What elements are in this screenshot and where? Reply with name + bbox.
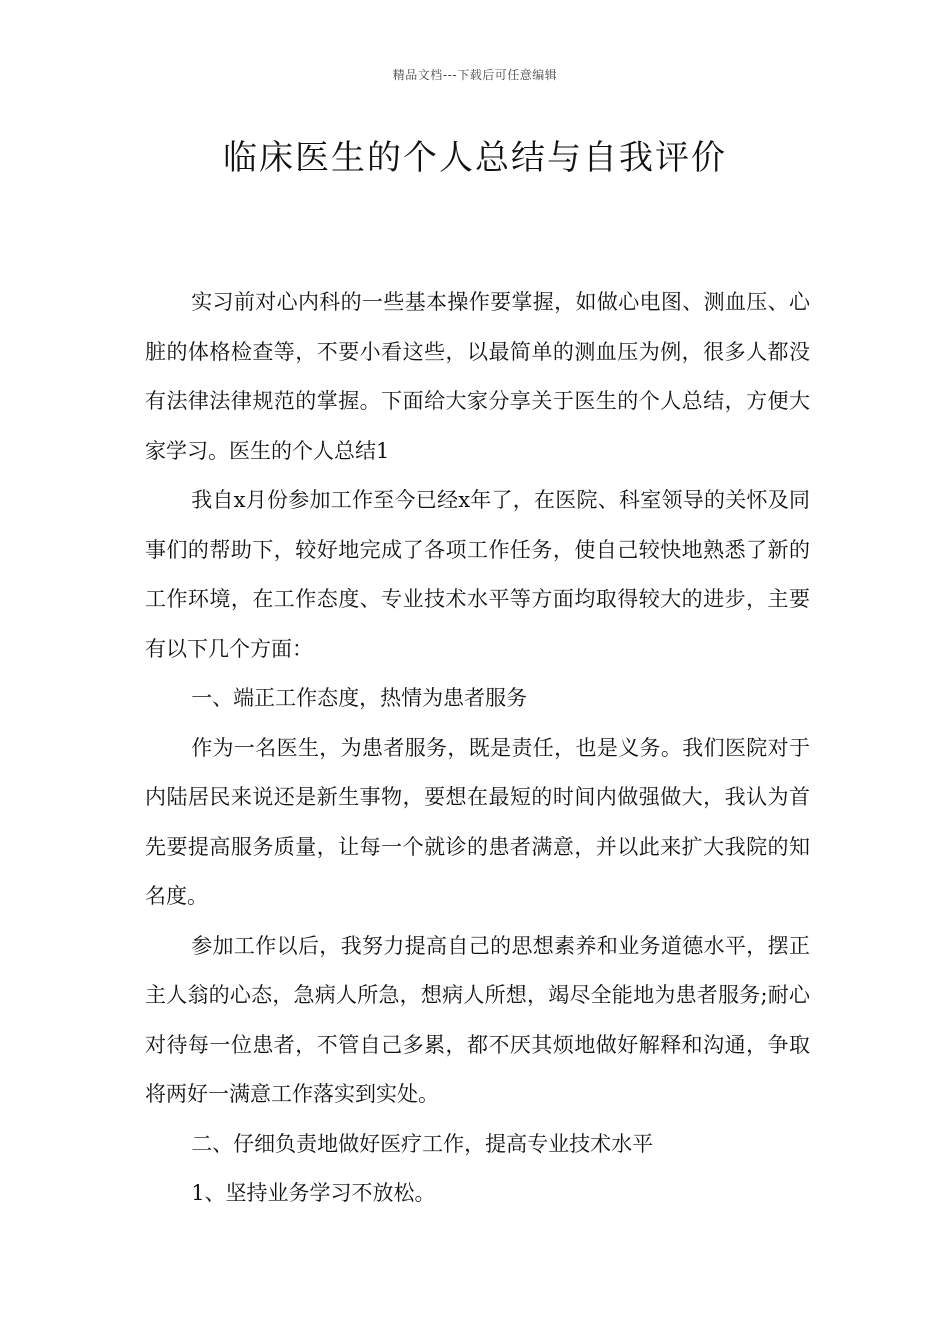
document-body (145, 278, 810, 1219)
header-note: 精品文档---下载后可任意编辑 (392, 68, 558, 82)
subsection-heading-1: 1、坚持业务学习不放松。 (191, 1181, 436, 1205)
paragraph-attitude: 参加工作以后，我努力提高自己的思想素养和业务道德水平，摆正主人翁的心态，急病人所急，想病人所想，竭尽全能地为患者服务;耐心对待每一位患者，不管自己多累，都不厌其烦地做好解释和沟通，争取将两好一满意工作落实到实处。 (145, 933, 810, 1106)
section-heading-2: 二、仔细负责地做好医疗工作，提高专业技术水平 (191, 1131, 654, 1156)
paragraph-work-summary: 我自x月份参加工作至今已经x年了，在医院、科室领导的关怀及同事们的帮助下，较好地完成了各项工作任务，使自己较快地熟悉了新的工作环境，在工作态度、专业技术水平等方面均取得较大的进步，主要有以下几个方面： (145, 488, 810, 661)
paragraph-intro: 实习前对心内科的一些基本操作要掌握，如做心电图、测血压、心脏的体格检查等，不要小看这些，以最简单的测血压为例，很多人都没有法律法律规范的掌握。下面给大家分享关于医生的个人总结，方便大家学习。医生的个人总结1 (145, 290, 810, 463)
paragraph-service: 作为一名医生，为患者服务，既是责任，也是义务。我们医院对于内陆居民来说还是新生事物，要想在最短的时间内做强做大，我认为首先要提高服务质量，让每一个就诊的患者满意，并以此来扩大我院的知名度。 (145, 735, 810, 908)
document-title: 临床医生的个人总结与自我评价 (223, 138, 727, 178)
section-heading-1: 一、端正工作态度，热情为患者服务 (191, 686, 528, 710)
